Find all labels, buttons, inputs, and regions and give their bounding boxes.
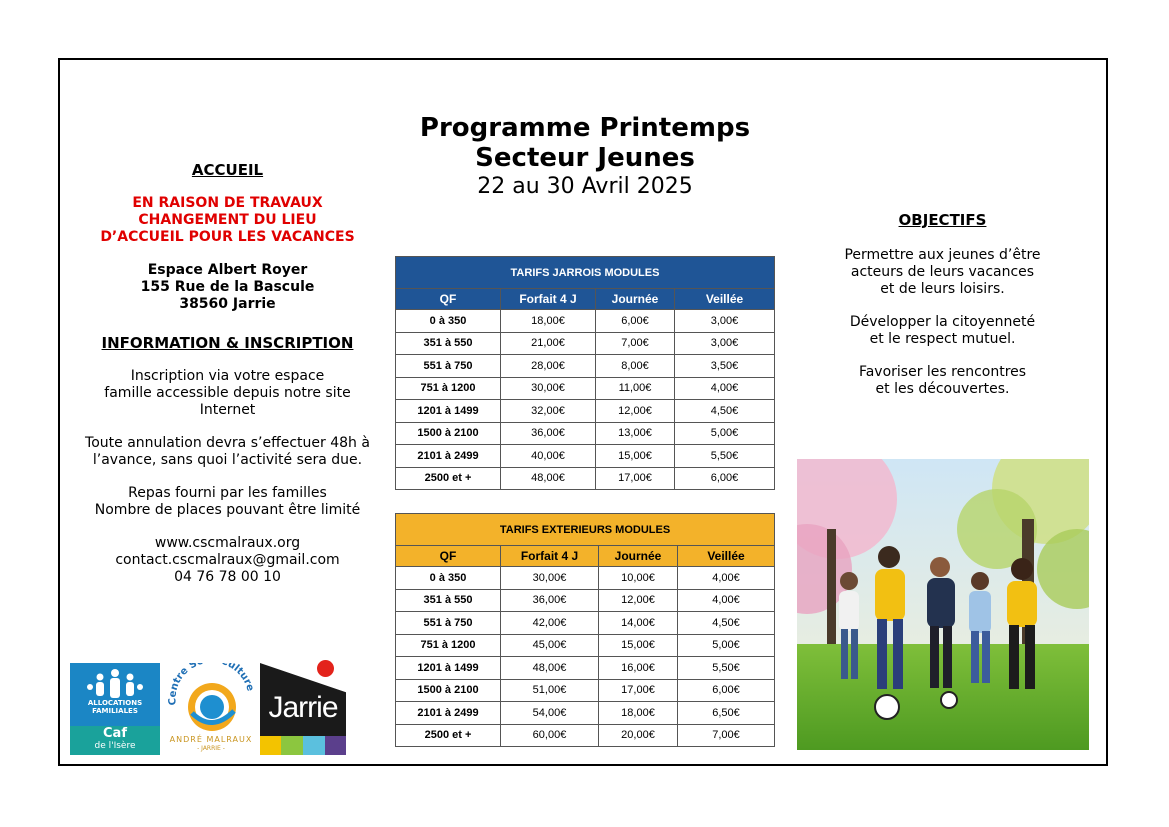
table-row: [396, 702, 775, 725]
table-row: [396, 332, 775, 355]
table-row: [396, 679, 775, 702]
price-cell: 6,50€: [678, 702, 775, 725]
table-row: [396, 657, 775, 680]
objectif-line: Développer la citoyenneté: [849, 314, 1036, 330]
price-cell: 45,00€: [501, 634, 599, 657]
tarifs-jarrois-table: [395, 256, 775, 490]
objectif-line: et les découvertes.: [875, 381, 1010, 397]
price-cell: 60,00€: [501, 724, 599, 747]
qf-cell: 0 à 350: [396, 567, 501, 590]
price-cell: 20,00€: [599, 724, 678, 747]
price-cell: 3,00€: [675, 332, 775, 355]
table-row: [396, 612, 775, 635]
title-dates: 22 au 30 Avril 2025: [477, 174, 693, 199]
repas-line: Repas fourni par les familles: [128, 485, 327, 501]
price-cell: 8,00€: [596, 355, 675, 378]
csc-logo: [162, 663, 260, 755]
table-caption: TARIFS EXTERIEURS MODULES: [396, 514, 775, 546]
youth-football-photo: [797, 459, 1089, 750]
qf-cell: 551 à 750: [396, 612, 501, 635]
price-cell: 4,00€: [678, 589, 775, 612]
price-cell: 17,00€: [596, 467, 675, 490]
qf-cell: 551 à 750: [396, 355, 501, 378]
qf-cell: 751 à 1200: [396, 377, 501, 400]
objectif-line: et le respect mutuel.: [869, 331, 1016, 347]
caf-top-text: ALLOCATIONS FAMILIALES: [87, 699, 143, 715]
qf-cell: 1201 à 1499: [396, 400, 501, 423]
price-cell: 12,00€: [596, 400, 675, 423]
qf-cell: 351 à 550: [396, 589, 501, 612]
qf-cell: 2500 et +: [396, 724, 501, 747]
price-cell: 17,00€: [599, 679, 678, 702]
price-cell: 6,00€: [675, 467, 775, 490]
notice-line: D’ACCUEIL POUR LES VACANCES: [100, 229, 355, 245]
website-link[interactable]: www.cscmalraux.org: [154, 535, 301, 551]
price-cell: 6,00€: [596, 310, 675, 333]
qf-cell: 0 à 350: [396, 310, 501, 333]
price-cell: 5,00€: [678, 634, 775, 657]
annulation-line: Toute annulation devra s’effectuer 48h à: [85, 435, 370, 451]
inscription-line: Inscription via votre espace: [130, 368, 325, 384]
price-cell: 15,00€: [596, 445, 675, 468]
objectif-line: Favoriser les rencontres: [858, 364, 1027, 380]
objectifs-heading: OBJECTIFS: [898, 211, 987, 229]
price-cell: 13,00€: [596, 422, 675, 445]
info-heading: INFORMATION & INSCRIPTION: [101, 334, 354, 352]
inscription-line: famille accessible depuis notre site: [104, 385, 351, 401]
price-cell: 5,50€: [678, 657, 775, 680]
email-link[interactable]: contact.cscmalraux@gmail.com: [115, 552, 340, 568]
qf-cell: 2500 et +: [396, 467, 501, 490]
price-cell: 51,00€: [501, 679, 599, 702]
price-cell: 54,00€: [501, 702, 599, 725]
price-cell: 16,00€: [599, 657, 678, 680]
table-caption: TARIFS JARROIS MODULES: [396, 257, 775, 289]
qf-cell: 2101 à 2499: [396, 445, 501, 468]
price-cell: 18,00€: [599, 702, 678, 725]
table-row: [396, 400, 775, 423]
caf-region: de l'Isère: [94, 741, 136, 751]
price-cell: 3,00€: [675, 310, 775, 333]
caf-bottom: [70, 726, 160, 755]
price-cell: 5,50€: [675, 445, 775, 468]
price-cell: 48,00€: [501, 467, 596, 490]
qf-cell: 751 à 1200: [396, 634, 501, 657]
table-row: [396, 445, 775, 468]
price-cell: 36,00€: [501, 422, 596, 445]
col-header: Forfait 4 J: [501, 546, 599, 567]
objectif-line: et de leurs loisirs.: [880, 281, 1005, 297]
csc-city: - JARRIE -: [197, 745, 225, 752]
table-row: [396, 355, 775, 378]
table-row: [396, 310, 775, 333]
price-cell: 36,00€: [501, 589, 599, 612]
price-cell: 32,00€: [501, 400, 596, 423]
objectif-line: acteurs de leurs vacances: [850, 264, 1035, 280]
price-cell: 18,00€: [501, 310, 596, 333]
col-header: Veillée: [678, 546, 775, 567]
price-cell: 4,00€: [675, 377, 775, 400]
address-line: 155 Rue de la Bascule: [140, 279, 315, 295]
price-cell: 6,00€: [678, 679, 775, 702]
title-line-2: Secteur Jeunes: [475, 143, 695, 173]
title-block: [395, 113, 775, 201]
col-header: Journée: [599, 546, 678, 567]
price-cell: 14,00€: [599, 612, 678, 635]
price-cell: 12,00€: [599, 589, 678, 612]
price-cell: 40,00€: [501, 445, 596, 468]
price-cell: 7,00€: [678, 724, 775, 747]
table-row: [396, 724, 775, 747]
qf-cell: 351 à 550: [396, 332, 501, 355]
title-line-1: Programme Printemps: [419, 113, 751, 143]
price-cell: 4,50€: [678, 612, 775, 635]
csc-name: ANDRÉ MALRAUX: [169, 735, 253, 744]
table-row: [396, 377, 775, 400]
jarrie-logo: [260, 663, 346, 755]
phone-number: 04 76 78 00 10: [174, 569, 281, 585]
price-cell: 30,00€: [501, 567, 599, 590]
col-header: Forfait 4 J: [501, 289, 596, 310]
table-row: [396, 467, 775, 490]
table-row: [396, 422, 775, 445]
col-header: Veillée: [675, 289, 775, 310]
qf-cell: 2101 à 2499: [396, 702, 501, 725]
qf-cell: 1201 à 1499: [396, 657, 501, 680]
jarrie-wordmark: Jarrie: [268, 691, 338, 724]
accueil-heading: ACCUEIL: [191, 161, 264, 179]
caf-name: Caf: [103, 726, 127, 741]
left-column: [70, 162, 385, 586]
price-cell: 48,00€: [501, 657, 599, 680]
price-cell: 15,00€: [599, 634, 678, 657]
table-row: [396, 634, 775, 657]
notice-line: EN RAISON DE TRAVAUX: [132, 195, 323, 211]
qf-cell: 1500 à 2100: [396, 422, 501, 445]
col-header: Journée: [596, 289, 675, 310]
objectifs-section: [800, 212, 1085, 398]
caf-logo: [70, 663, 160, 755]
price-cell: 42,00€: [501, 612, 599, 635]
price-cell: 5,00€: [675, 422, 775, 445]
price-cell: 7,00€: [596, 332, 675, 355]
inscription-line: Internet: [199, 402, 256, 418]
price-cell: 4,00€: [678, 567, 775, 590]
col-header: QF: [396, 289, 501, 310]
price-cell: 4,50€: [675, 400, 775, 423]
annulation-line: l’avance, sans quoi l’activité sera due.: [92, 452, 363, 468]
price-cell: 11,00€: [596, 377, 675, 400]
notice-line: CHANGEMENT DU LIEU: [138, 212, 317, 228]
price-cell: 3,50€: [675, 355, 775, 378]
partner-logos: [70, 663, 346, 755]
col-header: QF: [396, 546, 501, 567]
price-cell: 10,00€: [599, 567, 678, 590]
table-row: [396, 567, 775, 590]
objectif-line: Permettre aux jeunes d’être: [844, 247, 1041, 263]
price-cell: 30,00€: [501, 377, 596, 400]
address-line: 38560 Jarrie: [179, 296, 276, 312]
price-cell: 21,00€: [501, 332, 596, 355]
address-line: Espace Albert Royer: [147, 262, 308, 278]
qf-cell: 1500 à 2100: [396, 679, 501, 702]
tarifs-exterieurs-table: [395, 513, 775, 747]
price-cell: 28,00€: [501, 355, 596, 378]
table-row: [396, 589, 775, 612]
repas-line: Nombre de places pouvant être limité: [94, 502, 361, 518]
csc-arc-text: Centre S ulture: [167, 663, 256, 706]
